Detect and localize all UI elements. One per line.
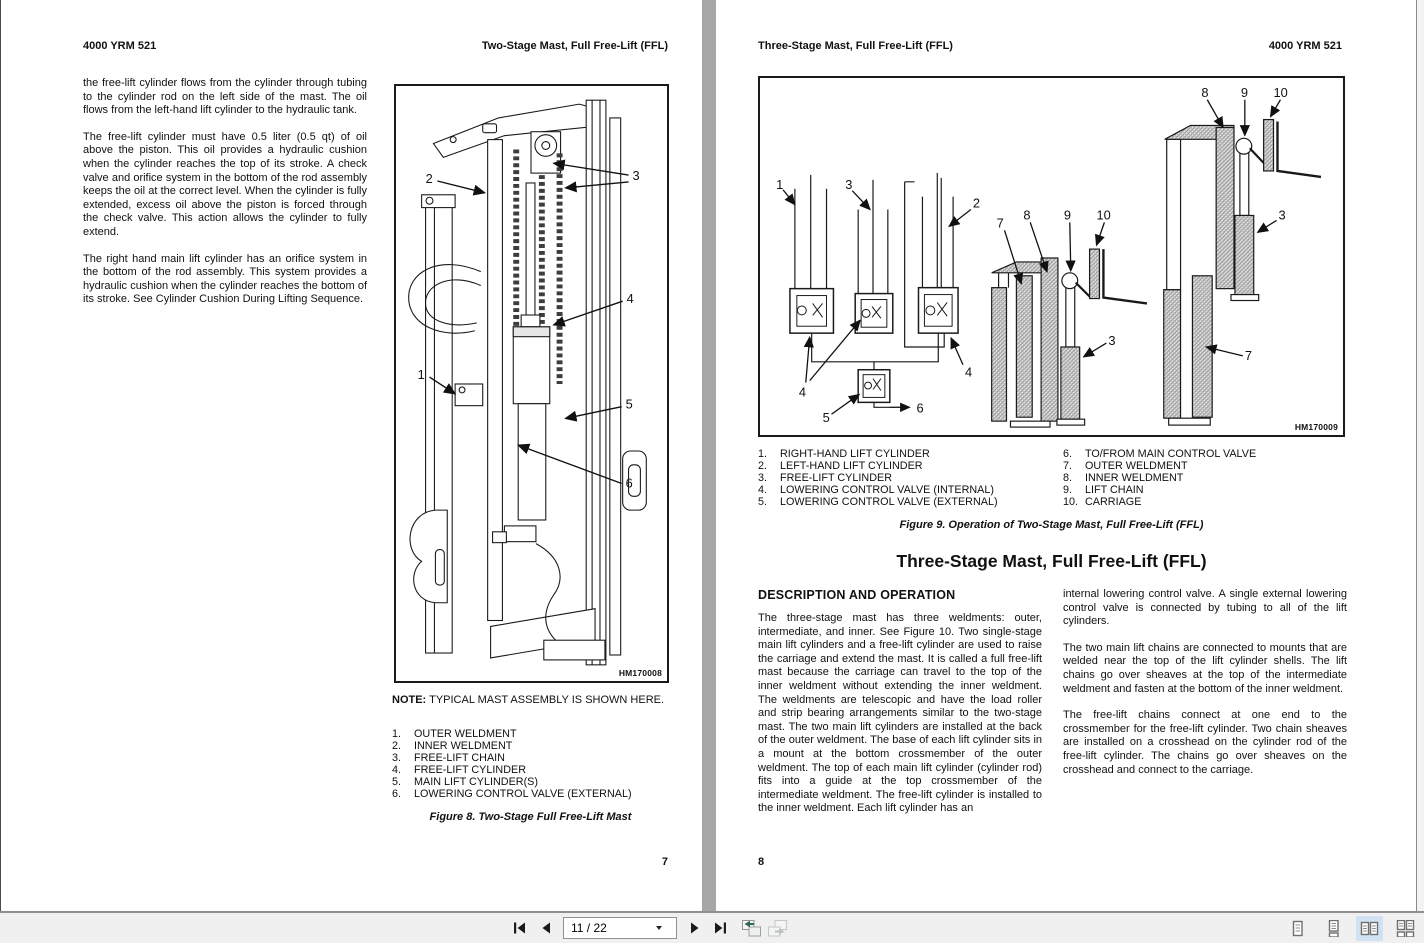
page-number-input[interactable] bbox=[564, 921, 650, 935]
figure8-note bbox=[392, 694, 669, 708]
page7-body-column bbox=[83, 77, 367, 320]
figure9-legend-col1 bbox=[758, 449, 1056, 509]
fig9-callout-5: 5 bbox=[822, 410, 830, 426]
legend-item: 10. CARRIAGE bbox=[1063, 495, 1142, 508]
next-page-icon bbox=[690, 922, 700, 934]
note-label: NOTE: bbox=[392, 694, 427, 706]
fig9-callout-7b: 7 bbox=[1244, 347, 1252, 363]
last-page-button[interactable] bbox=[709, 916, 732, 939]
legend-item: 4. FREE-LIFT CYLINDER bbox=[392, 763, 526, 776]
fig8-callout-4: 4 bbox=[626, 291, 634, 307]
fig9-callout-2: 2 bbox=[972, 195, 981, 211]
legend-item: 3. FREE-LIFT CYLINDER bbox=[758, 471, 892, 484]
next-page-button[interactable] bbox=[683, 916, 706, 939]
fig9-callout-3b: 3 bbox=[1108, 333, 1116, 349]
dual-continuous-view-button[interactable] bbox=[1392, 916, 1419, 941]
fig8-callout-5: 5 bbox=[625, 396, 633, 412]
page-number-select[interactable] bbox=[563, 917, 677, 939]
fig9-callout-8a: 8 bbox=[1023, 207, 1031, 223]
legend-item: 7. OUTER WELDMENT bbox=[1063, 459, 1188, 472]
fig9-callout-10a: 10 bbox=[1096, 207, 1111, 223]
note-text: TYPICAL MAST ASSEMBLY IS SHOWN HERE. bbox=[429, 694, 665, 706]
fig9-callout-9b: 9 bbox=[1240, 84, 1249, 100]
figure8-id-label: HM170008 bbox=[618, 668, 662, 678]
dual-continuous-view-icon bbox=[1396, 920, 1415, 937]
legend-item: 1. OUTER WELDMENT bbox=[392, 728, 517, 740]
figure-9-operation-diagram bbox=[758, 76, 1345, 437]
fig9-callout-3c: 3 bbox=[1278, 207, 1286, 223]
fig8-callout-2: 2 bbox=[425, 170, 433, 186]
previous-view-button[interactable] bbox=[740, 916, 763, 939]
previous-page-button[interactable] bbox=[534, 916, 557, 939]
viewer-status-toolbar bbox=[0, 911, 1424, 943]
legend-item: 3. FREE-LIFT CHAIN bbox=[392, 751, 505, 764]
page7-header-right: Two-Stage Mast, Full Free-Lift (FFL) bbox=[481, 40, 668, 52]
fig9-callout-9a: 9 bbox=[1063, 207, 1072, 223]
figure9-legend-col2 bbox=[1063, 449, 1345, 509]
fig9-callout-1: 1 bbox=[776, 176, 784, 192]
fig9-callout-4b: 4 bbox=[964, 364, 973, 380]
mast-operation-schematic-icon bbox=[760, 78, 1343, 435]
legend-item: 6. LOWERING CONTROL VALVE (EXTERNAL) bbox=[392, 787, 632, 800]
paragraph: The two main lift chains are connected to mounts that are welded near the top of the lift cylinder shells. The lift chains go over sheaves at the top of the intermediate weldment and fasten at the bottom of the inner weldment. bbox=[1063, 641, 1347, 695]
legend-item: 9. LIFT CHAIN bbox=[1063, 483, 1144, 496]
page7-number: 7 bbox=[661, 856, 668, 868]
page8-number: 8 bbox=[758, 856, 765, 868]
fig8-callout-3: 3 bbox=[632, 168, 640, 184]
figure9-id-label: HM170009 bbox=[1294, 422, 1338, 432]
scroll-gutter[interactable] bbox=[1416, 0, 1424, 911]
figure-8-mast-illustration bbox=[394, 84, 669, 683]
page8-header-left: Three-Stage Mast, Full Free-Lift (FFL) bbox=[758, 40, 953, 52]
previous-view-icon bbox=[741, 919, 762, 937]
page8-column-2 bbox=[1063, 588, 1347, 790]
legend-item: 8. INNER WELDMENT bbox=[1063, 471, 1184, 484]
legend-item: 2. LEFT-HAND LIFT CYLINDER bbox=[758, 459, 923, 472]
page8-header-right: 4000 YRM 521 bbox=[1268, 40, 1342, 52]
section-title: Three-Stage Mast, Full Free-Lift (FFL) bbox=[896, 551, 1207, 571]
two-stage-mast-drawing-icon bbox=[396, 86, 667, 681]
description-operation-heading: DESCRIPTION AND OPERATION bbox=[758, 588, 956, 602]
fig9-callout-7a: 7 bbox=[996, 215, 1004, 231]
paragraph: internal lowering control valve. A single external lowering control valve is connected by tubing to all of the lift cylinders. bbox=[1063, 588, 1347, 628]
document-page-8 bbox=[716, 0, 1416, 911]
legend-item: 5. MAIN LIFT CYLINDER(S) bbox=[392, 775, 538, 788]
fig8-callout-6: 6 bbox=[625, 475, 633, 491]
page-layout-group bbox=[1284, 916, 1419, 941]
first-page-button[interactable] bbox=[508, 916, 531, 939]
paragraph: The right hand main lift cylinder has an orifice system in the bottom of the rod assembly. This system provides a hydraulic cushion when the cylinder reaches the bottom of its stroke. See Cylinder Cushion During Lifting Sequence. bbox=[83, 252, 367, 306]
paragraph: The free-lift cylinder must have 0.5 liter (0.5 qt) of oil above the piston. This oil provides a hydraulic cushion when the cylinder reaches the top of its stroke. A check valve and orifice system in the bottom of the rod assembly keeps the oil at the correct level. When the cylinder is fully extended, excess oil above the piston is forced through the check valve. This action allows the cylinder to fully extend. bbox=[83, 130, 367, 238]
page-select-caret-icon[interactable] bbox=[650, 926, 668, 930]
legend-item: 5. LOWERING CONTROL VALVE (EXTERNAL) bbox=[758, 495, 998, 508]
last-page-icon bbox=[714, 922, 727, 934]
single-page-view-button[interactable] bbox=[1284, 916, 1311, 941]
legend-item: 4. LOWERING CONTROL VALVE (INTERNAL) bbox=[758, 483, 994, 496]
single-page-view-icon bbox=[1289, 920, 1306, 937]
fig9-callout-10b: 10 bbox=[1273, 84, 1288, 100]
page8-column-1 bbox=[758, 612, 1042, 829]
legend-item: 1. RIGHT-HAND LIFT CYLINDER bbox=[758, 448, 930, 460]
next-view-icon bbox=[767, 919, 788, 937]
figure9-caption: Figure 9. Operation of Two-Stage Mast, Full Free-Lift (FFL) bbox=[899, 519, 1204, 531]
next-view-button[interactable] bbox=[766, 916, 789, 939]
figure8-caption: Figure 8. Two-Stage Full Free-Lift Mast bbox=[429, 811, 632, 823]
paragraph: The free-lift chains connect at one end to the crossmember for the free-lift cylinder. Two chain sheaves are installed on a crosshead on the cylinder rod of the free-lift cylinder. The chains go over sheaves on the crosshead and connect to the carriage. bbox=[1063, 709, 1347, 776]
fig8-callout-1: 1 bbox=[417, 367, 425, 383]
paragraph: The three-stage mast has three weldments: outer, intermediate, and inner. See Figure 10. Two single-stage main lift cylinders and a free-lift cylinder are used to raise the carriage and extend the mast. It is called a full free-lift mast because the carriage can travel to the top of the inner weldment without extending the inner weldment. The weldments are telescopic and have the load roller and strip bearing arrangements similar to the two-stage mast. The two main lift cylinders are installed at the back of the outer weldment. The base of each lift cylinder sits in a mount at the bottom crossmember of the outer weldment. The top of each main lift cylinder (cylinder rod) fits into a guide at the top crossmember of the intermediate weldment. The free-lift cylinder is installed to the inner weldment. Each lift cylinder has an bbox=[758, 612, 1042, 815]
dual-page-view-button[interactable] bbox=[1356, 916, 1383, 941]
page7-header-left: 4000 YRM 521 bbox=[83, 40, 157, 52]
figure8-legend bbox=[392, 729, 669, 800]
continuous-view-button[interactable] bbox=[1320, 916, 1347, 941]
first-page-icon bbox=[513, 922, 526, 934]
paragraph: the free-lift cylinder flows from the cylinder through tubing to the cylinder rod on the left side of the mast. The oil flows from the left-hand lift cylinder to the hydraulic tank. bbox=[83, 77, 367, 117]
fig9-callout-4a: 4 bbox=[798, 384, 806, 400]
document-page-7 bbox=[0, 0, 702, 911]
legend-item: 6. TO/FROM MAIN CONTROL VALVE bbox=[1063, 448, 1257, 460]
continuous-view-icon bbox=[1325, 920, 1342, 937]
previous-page-icon bbox=[541, 922, 551, 934]
page-navigation-group bbox=[508, 916, 789, 939]
fig9-callout-8b: 8 bbox=[1201, 84, 1209, 100]
fig9-callout-6: 6 bbox=[916, 400, 924, 416]
dual-page-view-icon bbox=[1360, 920, 1379, 937]
legend-item: 2. INNER WELDMENT bbox=[392, 739, 513, 752]
fig9-callout-3a: 3 bbox=[845, 176, 853, 192]
